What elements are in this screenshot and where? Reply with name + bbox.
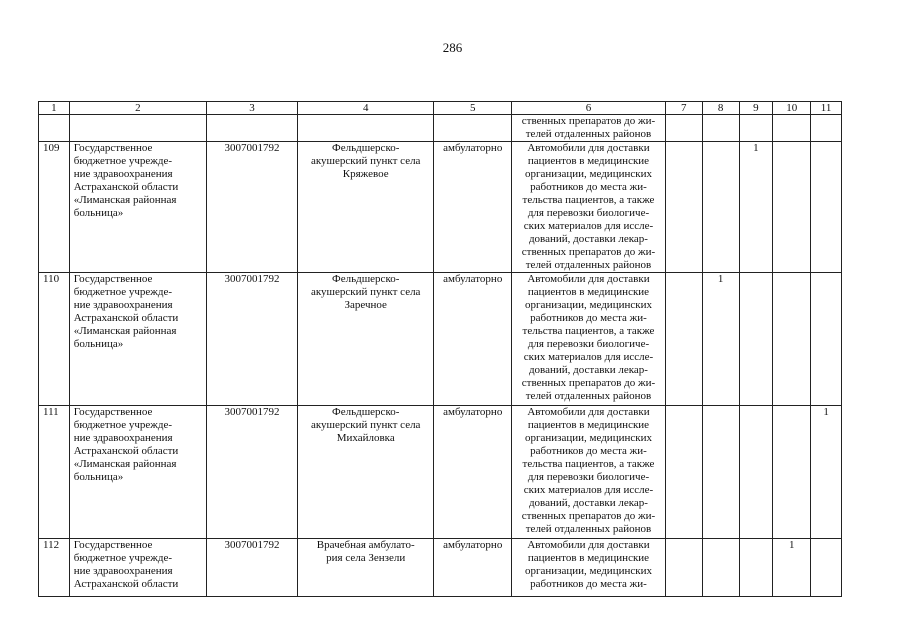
cell-line: рия села Зензели — [326, 552, 406, 564]
purpose-line: ственных препаратов до жи- — [521, 115, 656, 127]
cell-line: ственных препаратов до жи- — [521, 377, 656, 389]
continuation-row — [39, 115, 842, 142]
vehicle-purpose-cell — [512, 539, 666, 597]
cell-line: ние здравоохранения — [73, 565, 173, 577]
inn-cell: 3007001792 — [206, 142, 297, 273]
count-cell-11 — [811, 273, 842, 406]
column-header-11: 11 — [811, 102, 842, 115]
cell-line: ственных препаратов до жи- — [521, 246, 656, 258]
cell-line: Астраханской области — [73, 181, 179, 193]
count-cell-9 — [739, 406, 773, 539]
medical-point-cell — [298, 142, 434, 273]
cell-line: ние здравоохранения — [73, 432, 173, 444]
cell-line: для перевозки биологиче- — [527, 207, 650, 219]
continuation-cell-5 — [434, 115, 512, 142]
table-row — [39, 406, 842, 539]
cell-line: Государственное — [73, 142, 153, 154]
cell-line: ственных препаратов до жи- — [521, 510, 656, 522]
cell-line: работников до места жи- — [530, 312, 647, 324]
cell-line: телей отдаленных районов — [525, 523, 652, 535]
cell-line: акушерский пункт села — [310, 419, 421, 431]
count-cell-10 — [773, 142, 811, 273]
cell-line: «Лиманская районная — [73, 325, 177, 337]
cell-line: дований, доставки лекар- — [528, 233, 648, 245]
cell-line: работников до места жи- — [530, 181, 647, 193]
cell-line: организации, медицинских — [524, 432, 652, 444]
cell-line: тельства пациентов, а также — [522, 325, 655, 337]
count-cell-7 — [665, 406, 702, 539]
cell-line: Астраханской области — [73, 312, 179, 324]
vehicle-purpose-cell — [512, 273, 666, 406]
count-cell-10 — [773, 273, 811, 406]
organization-cell — [69, 406, 206, 539]
cell-line: организации, медицинских — [524, 565, 652, 577]
cell-line: дований, доставки лекар- — [528, 364, 648, 376]
cell-line: больница» — [73, 471, 124, 483]
count-cell-11: 1 — [811, 406, 842, 539]
column-header-8: 8 — [702, 102, 739, 115]
cell-line: Астраханской области — [73, 578, 179, 590]
organization-cell — [69, 273, 206, 406]
continuation-cell-7 — [665, 115, 702, 142]
cell-line: телей отдаленных районов — [525, 390, 652, 402]
column-header-7: 7 — [665, 102, 702, 115]
registry-table — [38, 101, 842, 597]
cell-line: Фельдшерско- — [332, 142, 400, 154]
cell-line: ских материалов для иссле- — [523, 220, 654, 232]
care-mode-cell: амбулаторно — [434, 406, 512, 539]
cell-line: организации, медицинских — [524, 299, 652, 311]
table-row — [39, 539, 842, 597]
inn-cell: 3007001792 — [206, 539, 297, 597]
cell-line: Кряжевое — [342, 168, 389, 180]
cell-line: бюджетное учрежде- — [73, 155, 173, 167]
column-header-9: 9 — [739, 102, 773, 115]
cell-line: ских материалов для иссле- — [523, 484, 654, 496]
cell-line: Михайловка — [336, 432, 395, 444]
organization-cell — [69, 539, 206, 597]
medical-point-cell — [298, 406, 434, 539]
medical-point-cell — [298, 273, 434, 406]
cell-line: «Лиманская районная — [73, 458, 177, 470]
cell-line: работников до места жи- — [530, 445, 647, 457]
count-cell-7 — [665, 142, 702, 273]
continuation-cell-11 — [811, 115, 842, 142]
cell-line: Врачебная амбулато- — [316, 539, 415, 551]
cell-line: бюджетное учрежде- — [73, 419, 173, 431]
count-cell-9 — [739, 273, 773, 406]
cell-line: пациентов в медицинские — [527, 286, 650, 298]
cell-line: Государственное — [73, 406, 153, 418]
vehicle-purpose-cell — [512, 406, 666, 539]
column-header-1: 1 — [39, 102, 70, 115]
cell-line: пациентов в медицинские — [527, 419, 650, 431]
cell-line: Фельдшерско- — [332, 273, 400, 285]
cell-line: пациентов в медицинские — [527, 155, 650, 167]
row-number-cell: 109 — [39, 142, 70, 273]
count-cell-11 — [811, 142, 842, 273]
cell-line: Государственное — [73, 273, 153, 285]
column-header-5: 5 — [434, 102, 512, 115]
row-number-cell: 110 — [39, 273, 70, 406]
column-number-row — [39, 102, 842, 115]
count-cell-8 — [702, 142, 739, 273]
cell-line: телей отдаленных районов — [525, 259, 652, 271]
cell-line: тельства пациентов, а также — [522, 458, 655, 470]
cell-line: для перевозки биологиче- — [527, 471, 650, 483]
cell-line: организации, медицинских — [524, 168, 652, 180]
continuation-cell-9 — [739, 115, 773, 142]
table-row — [39, 273, 842, 406]
count-cell-9 — [739, 539, 773, 597]
cell-line: для перевозки биологиче- — [527, 338, 650, 350]
care-mode-cell: амбулаторно — [434, 142, 512, 273]
cell-line: акушерский пункт села — [310, 155, 421, 167]
column-header-4: 4 — [298, 102, 434, 115]
continuation-cell-10 — [773, 115, 811, 142]
continuation-cell-4 — [298, 115, 434, 142]
cell-line: «Лиманская районная — [73, 194, 177, 206]
cell-line: Заречное — [344, 299, 387, 311]
continuation-cell-1 — [39, 115, 70, 142]
cell-line: тельства пациентов, а также — [522, 194, 655, 206]
cell-line: Фельдшерско- — [332, 406, 400, 418]
inn-cell: 3007001792 — [206, 273, 297, 406]
medical-point-cell — [298, 539, 434, 597]
cell-line: ние здравоохранения — [73, 299, 173, 311]
column-header-2: 2 — [69, 102, 206, 115]
cell-line: Астраханской области — [73, 445, 179, 457]
care-mode-cell: амбулаторно — [434, 539, 512, 597]
cell-line: дований, доставки лекар- — [528, 497, 648, 509]
cell-line: Автомобили для доставки — [527, 142, 650, 154]
page-number: 286 — [442, 40, 463, 55]
cell-line: акушерский пункт села — [310, 286, 421, 298]
cell-line: больница» — [73, 338, 124, 350]
continuation-cell-8 — [702, 115, 739, 142]
column-header-3: 3 — [206, 102, 297, 115]
inn-cell: 3007001792 — [206, 406, 297, 539]
count-cell-10: 1 — [773, 539, 811, 597]
row-number-cell: 112 — [39, 539, 70, 597]
table-row — [39, 142, 842, 273]
cell-line: Государственное — [73, 539, 153, 551]
vehicle-purpose-cell — [512, 142, 666, 273]
row-number-cell: 111 — [39, 406, 70, 539]
cell-line: ских материалов для иссле- — [523, 351, 654, 363]
cell-line: ние здравоохранения — [73, 168, 173, 180]
cell-line: работников до места жи- — [530, 578, 647, 590]
count-cell-8 — [702, 406, 739, 539]
continuation-purpose-cell — [512, 115, 666, 142]
cell-line: пациентов в медицинские — [527, 552, 650, 564]
cell-line: бюджетное учрежде- — [73, 286, 173, 298]
cell-line: Автомобили для доставки — [527, 406, 650, 418]
count-cell-8: 1 — [702, 273, 739, 406]
column-header-6: 6 — [512, 102, 666, 115]
count-cell-8 — [702, 539, 739, 597]
purpose-line: телей отдаленных районов — [525, 128, 652, 140]
cell-line: Автомобили для доставки — [527, 273, 650, 285]
count-cell-7 — [665, 273, 702, 406]
cell-line: Автомобили для доставки — [527, 539, 650, 551]
count-cell-9: 1 — [739, 142, 773, 273]
cell-line: бюджетное учрежде- — [73, 552, 173, 564]
column-header-10: 10 — [773, 102, 811, 115]
count-cell-7 — [665, 539, 702, 597]
organization-cell — [69, 142, 206, 273]
count-cell-11 — [811, 539, 842, 597]
continuation-cell-2 — [69, 115, 206, 142]
continuation-cell-3 — [206, 115, 297, 142]
count-cell-10 — [773, 406, 811, 539]
cell-line: больница» — [73, 207, 124, 219]
care-mode-cell: амбулаторно — [434, 273, 512, 406]
